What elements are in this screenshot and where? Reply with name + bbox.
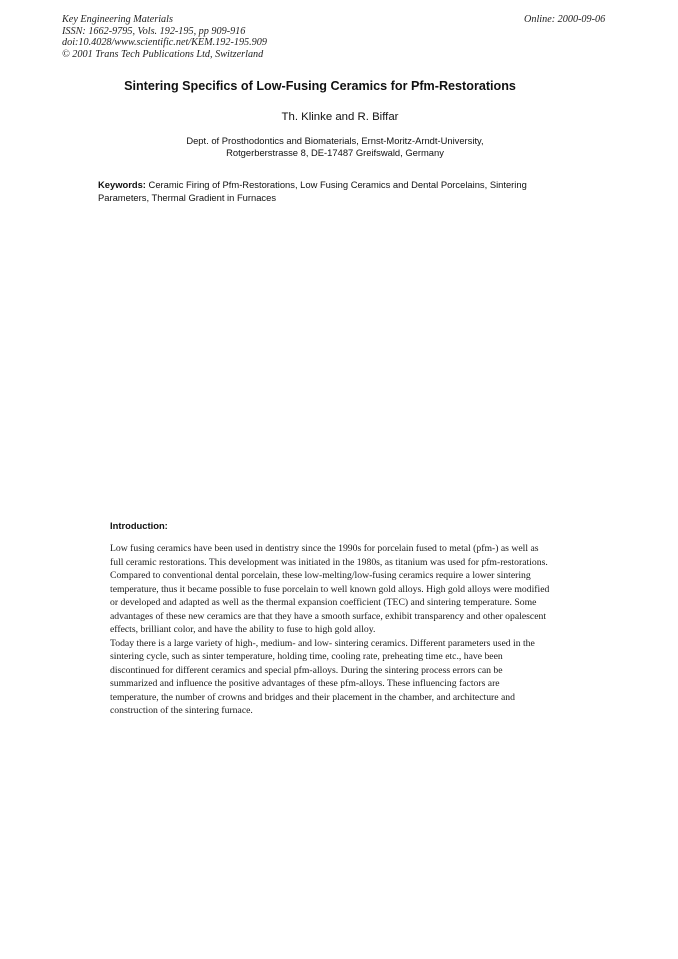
- introduction-body: [110, 542, 550, 718]
- journal-header: [62, 14, 267, 60]
- keywords-text: Ceramic Firing of Pfm-Restorations, Low Fusing Ceramics and Dental Porcelains, Sintering Parameters, Thermal Gradient in Furnaces: [98, 179, 527, 203]
- paper-authors: Th. Klinke and R. Biffar: [281, 111, 399, 123]
- affiliation-line-1: Dept. of Prosthodontics and Biomaterials, Ernst-Moritz-Arndt-University,: [186, 135, 484, 146]
- paper-title: Sintering Specifics of Low-Fusing Ceramics for Pfm-Restorations: [124, 79, 516, 93]
- doi-line[interactable]: doi:10.4028/www.scientific.net/KEM.192-195.909: [62, 37, 267, 49]
- affiliation-line-2: Rotgerberstrasse 8, DE-17487 Greifswald, Germany: [226, 147, 444, 159]
- copyright-line: © 2001 Trans Tech Publications Ltd, Switzerland: [62, 48, 264, 60]
- issn-line: ISSN: 1662-9795, Vols. 192-195, pp 909-916: [62, 25, 246, 37]
- introduction-paragraph-2: Today there is a large variety of high-, medium- and low- sintering ceramics. Different parameters used in the sintering cycle, such as sinter temperature, holding time, cooling rate, preheating time etc., have been discontinued for different ceramics and special pfm-alloys. During the sintering process errors can be summarized and influence the positive advantages of these pfm-alloys. These influencing factors are temperature, the number of crowns and bridges and their placement in the chamber, and architecture and construction of the sintering furnace.: [110, 637, 535, 716]
- keywords-label: Keywords:: [98, 179, 146, 190]
- affiliation: [70, 135, 600, 160]
- journal-name: Key Engineering Materials: [62, 14, 173, 25]
- online-date: Online: 2000-09-06: [524, 14, 606, 25]
- introduction-paragraph-1: Low fusing ceramics have been used in dentistry since the 1990s for porcelain fused to metal (pfm-) as well as full ceramic restorations. This development was initiated in the 1980s, as titanium was used for pfm-restorations. Compared to conventional dental porcelain, these low-melting/low-fusing ceramics require a lower sintering temperature, thus it became possible to fuse porcelain to well known gold alloys. High gold alloys were modified or developed and adapted as well as the thermal expansion coefficient (TEC) and sintering temperature. Some advantages of these new ceramics are that they have a smooth surface, exhibit transparency and other opalescent effects, brilliant color, and have the ability to fuse to high gold alloy.: [110, 543, 550, 635]
- keywords: [98, 179, 568, 204]
- introduction-heading: Introduction:: [110, 520, 168, 531]
